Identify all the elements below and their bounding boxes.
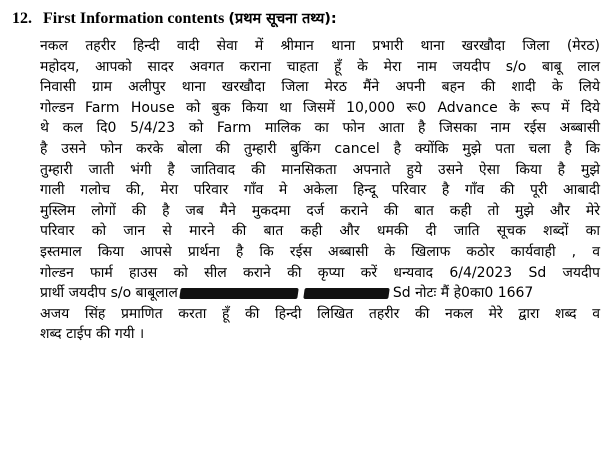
signature-prefix: प्रार्थी जयदीप s/o बाबूलाल <box>40 285 178 302</box>
body-line: तुम्हारी जाती भंगी है जातिवाद की मानसिकता अपनाते हुये उसने ऐसा किया है मुझे <box>40 161 600 178</box>
body-line: नकल तहरीर हिन्दी वादी सेवा में श्रीमान थाना प्रभारी थाना खरखौदा जिला (मेरठ) <box>40 38 600 54</box>
section-title: First Information contents <box>43 10 225 27</box>
section-title-hindi: (प्रथम सूचना तथ्य): <box>228 11 337 27</box>
body-line: निवासी ग्राम अलीपुर थाना खरखौदा जिला मेरठ मैंने अपनी बहन की शादी के लिये <box>40 79 600 96</box>
redaction-mark <box>303 288 390 299</box>
body-line: परिवार को जान से मारने की बात कही और धमकी दी जाति सूचक शब्दों का <box>40 223 600 240</box>
signature-line <box>40 283 600 304</box>
body-line: गोल्डन Farm House को बुक किया था जिसमें 10,000 रू0 Advance के रूप में दिये <box>40 99 600 116</box>
section-number: 12. <box>12 10 32 27</box>
body-line: मुस्लिम लोगों की है जब मैने मुकदमा दर्ज कराने की बात कही तो मुझे और मेरे <box>40 202 600 219</box>
closing-line: शब्द टाईप की गयी । <box>40 326 145 343</box>
body-line: महोदय, आपको सादर अवगत कराना चाहता हूँ के मेरा नाम जयदीप s/o बाबू लाल <box>40 58 600 75</box>
body-line: इस्तमाल किया आपसे प्रार्थना है कि रईस अब्बासी के खिलाफ कठोर कार्यवाही , व <box>40 243 600 260</box>
redaction-mark <box>179 288 299 299</box>
body-line: गाली गलोच की, मेरा परिवार गाँव मे अकेला हिन्दू परिवार है गाँव की पूरी आबादी <box>40 182 600 199</box>
closing-line: अजय सिंह प्रमाणित करता हूँ की हिन्दी लिखित तहरीर की नकल मेरे द्वारा शब्द व <box>40 305 600 322</box>
signature-suffix: Sd नोटः मैं हे0का0 1667 <box>392 285 534 302</box>
body-line: थे कल दि0 5/4/23 को Farm मालिक का फोन आता है जिसका नाम रईस अब्बासी <box>40 120 600 137</box>
body-line: गोल्डन फार्म हाउस को सील कराने की कृप्या करें धन्यवाद 6/4/2023 Sd जयदीप <box>40 264 600 281</box>
section-heading <box>12 8 337 28</box>
information-body <box>40 36 600 345</box>
body-line: है उसने फोन करके बोला की तुम्हारी बुकिंग cancel है क्योंकि मुझे पता चला है कि <box>40 140 600 157</box>
